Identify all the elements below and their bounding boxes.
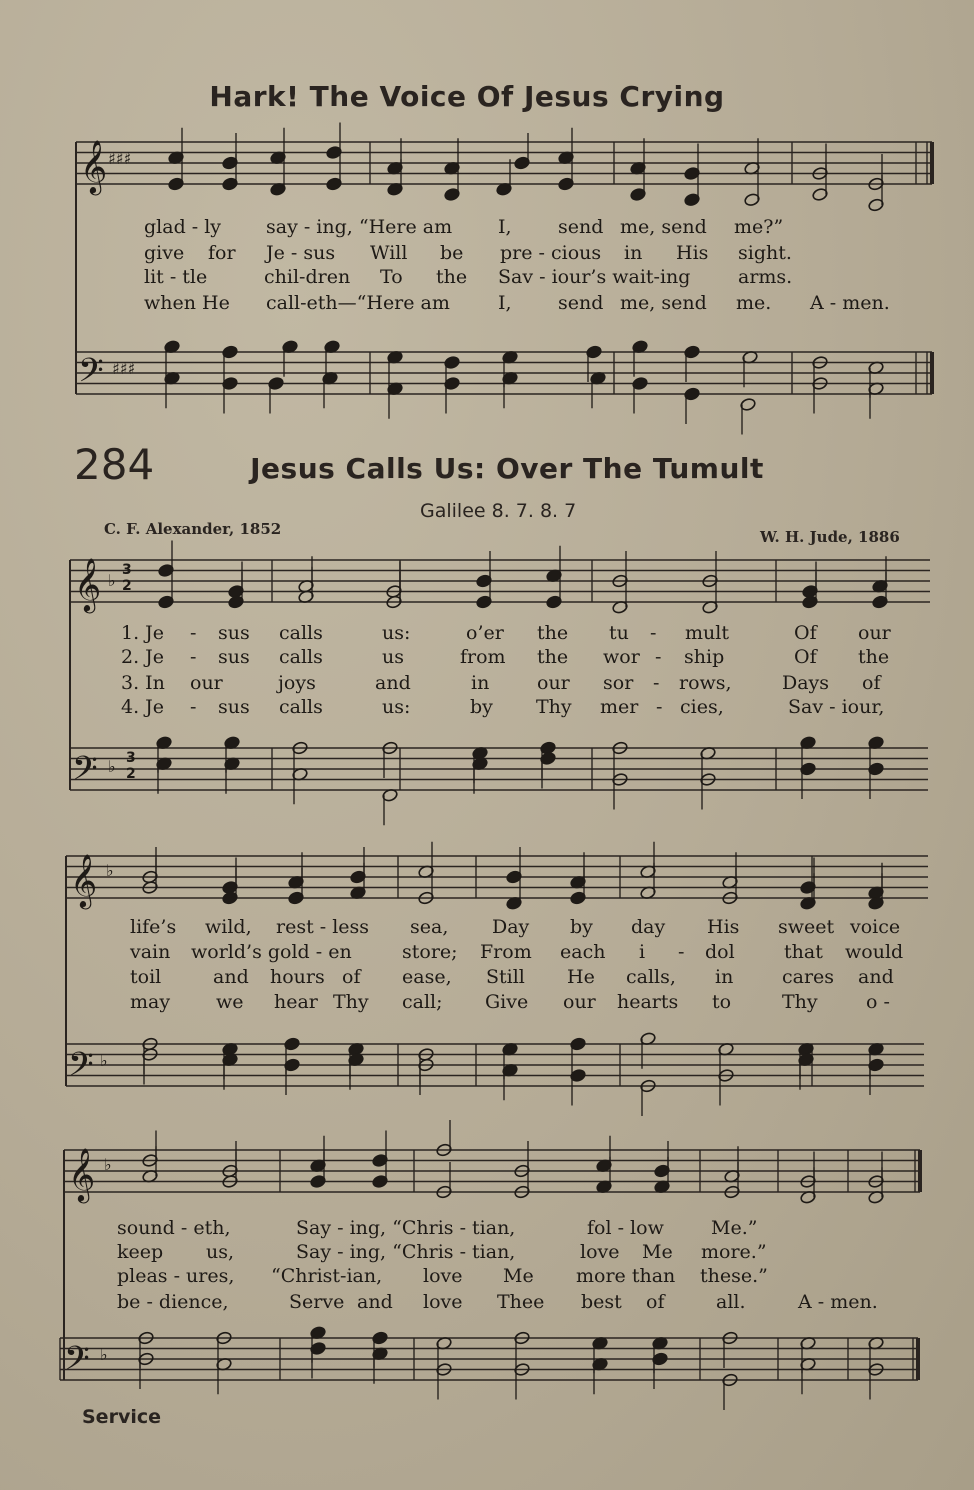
author-credit: C. F. Alexander, 1852	[104, 520, 282, 538]
sys2-verse-2-word: i	[639, 941, 646, 963]
sys1-verse-1-word: our	[858, 622, 891, 644]
bass-staff-3	[60, 1338, 918, 1380]
prev-hymn-verse-3-word: To	[380, 266, 403, 288]
prev-hymn-verse-2-word: Je - sus	[266, 242, 336, 264]
sys2-verse-4-word: Thy	[782, 991, 818, 1013]
sys2-verse-4-word: hear	[274, 991, 318, 1013]
sys3-verse-4-word: be - dience,	[117, 1291, 229, 1313]
prev-hymn-verse-1-word: glad - ly	[144, 216, 222, 238]
prev-hymn-verse-3-word: chil-dren	[264, 266, 351, 288]
sys2-verse-4-word: our	[563, 991, 596, 1013]
prev-hymn-verse-4-word: A - men.	[810, 292, 890, 314]
sys3-verse-2-word: Me	[642, 1241, 673, 1263]
prev-hymn-verse-3-word: arms.	[738, 266, 793, 288]
bass-clef-icon: 𝄢	[68, 1046, 94, 1092]
time-signature-top: 3	[126, 750, 136, 766]
sys1-verse-1-word: us:	[382, 622, 411, 644]
bass-clef-icon: 𝄢	[64, 1340, 90, 1386]
sys2-verse-1-word: voice	[850, 916, 901, 938]
hymn-title: Jesus Calls Us: Over The Tumult	[250, 452, 764, 485]
sys1-verse-2-word: the	[858, 646, 890, 668]
sys1-verse-4-word: -	[656, 696, 663, 718]
prev-hymn-verse-1-word: me?”	[734, 216, 784, 238]
prev-hymn-verse-2-word: His	[676, 242, 709, 264]
sys1-verse-1-word: -	[190, 622, 197, 644]
treble-staff-prev	[76, 142, 932, 184]
prev-hymn-verse-2-word: in	[624, 242, 643, 264]
sys2-verse-2-word: that	[784, 941, 823, 963]
prev-hymn-verse-4-word: me, send	[620, 292, 707, 314]
previous-hymn-title: Hark! The Voice Of Jesus Crying	[209, 80, 725, 113]
sys1-verse-1-word: o’er	[466, 622, 504, 644]
sys1-verse-1-word: sus	[218, 622, 250, 644]
sys2-verse-3-word: ease,	[402, 966, 452, 988]
sys1-verse-4-word: mer	[600, 696, 639, 718]
sys3-verse-4-word: A - men.	[798, 1291, 878, 1313]
sys1-verse-3-word: of	[862, 672, 881, 694]
sys3-verse-4-word: love	[423, 1291, 463, 1313]
sys2-verse-2-word: vain	[130, 941, 171, 963]
sys2-verse-3-word: cares	[782, 966, 835, 988]
prev-hymn-verse-4-word: I,	[498, 292, 512, 314]
treble-clef-icon: 𝄞	[80, 139, 108, 193]
treble-clef-icon: 𝄞	[70, 853, 98, 907]
sys1-verse-3-word: our	[537, 672, 570, 694]
sys2-verse-2-word: world’s gold - en	[191, 941, 352, 963]
sys3-verse-1-word: Say - ing, “Chris - tian,	[296, 1217, 516, 1239]
sys1-verse-2-word: Of	[794, 646, 817, 668]
sys2-verse-3-word: and	[858, 966, 894, 988]
sys1-verse-3-word: in	[471, 672, 490, 694]
sys1-verse-1-word: 1. Je	[121, 622, 165, 644]
sys2-verse-2-word: each	[560, 941, 606, 963]
sys2-verse-3-word: toil	[130, 966, 162, 988]
prev-hymn-verse-2-word: give	[144, 242, 185, 264]
sys3-verse-3-word: “Christ-ian,	[271, 1265, 383, 1287]
sys3-verse-4-word: best	[581, 1291, 622, 1313]
tune-name: Galilee 8. 7. 8. 7	[420, 500, 577, 522]
sys1-verse-3-word: 3. In	[121, 672, 165, 694]
sys1-verse-4-word: cies,	[680, 696, 724, 718]
composer-credit: W. H. Jude, 1886	[760, 528, 900, 546]
sys2-verse-2-word: dol	[705, 941, 735, 963]
sys2-verse-3-word: calls,	[626, 966, 676, 988]
sys1-verse-2-word: -	[655, 646, 662, 668]
prev-hymn-verse-2-word: sight.	[738, 242, 792, 264]
sys2-verse-1-word: rest - less	[276, 916, 370, 938]
sys1-verse-1-word: -	[650, 622, 657, 644]
sys1-verse-4-word: sus	[218, 696, 250, 718]
sys2-verse-1-word: life’s	[130, 916, 177, 938]
prev-hymn-verse-3-word: the	[436, 266, 468, 288]
prev-hymn-verse-3-word: lit - tle	[144, 266, 208, 288]
sys3-verse-1-word: Me.”	[711, 1217, 758, 1239]
sys2-verse-1-word: Day	[492, 916, 530, 938]
sys3-verse-1-word: sound - eth,	[117, 1217, 231, 1239]
sys1-verse-1-word: tu	[609, 622, 629, 644]
sys1-verse-3-word: joys	[278, 672, 316, 694]
sys2-verse-4-word: to	[712, 991, 732, 1013]
prev-hymn-verse-4-word: me.	[736, 292, 772, 314]
treble-clef-icon: 𝄞	[68, 1147, 96, 1201]
sys3-verse-3-word: these.”	[700, 1265, 768, 1287]
sys2-verse-1-word: His	[707, 916, 740, 938]
sys2-verse-1-word: sweet	[778, 916, 835, 938]
sys3-verse-2-word: us,	[206, 1241, 235, 1263]
key-signature-flat: ♭	[106, 861, 114, 880]
sys2-verse-4-word: call;	[402, 991, 443, 1013]
sys2-verse-2-word: -	[678, 941, 685, 963]
prev-hymn-verse-2-word: pre - cious	[500, 242, 602, 264]
sys1-verse-2-word: 2. Je	[121, 646, 165, 668]
sys2-verse-2-word: store;	[402, 941, 458, 963]
sys2-verse-4-word: hearts	[617, 991, 679, 1013]
prev-hymn-verse-3-word: Sav - iour’s wait-ing	[498, 266, 691, 288]
sys1-verse-3-word: and	[375, 672, 411, 694]
sys2-verse-4-word: o -	[866, 991, 890, 1013]
sys3-verse-3-word: pleas - ures,	[117, 1265, 235, 1287]
prev-hymn-verse-1-word: I,	[498, 216, 512, 238]
sys1-verse-4-word: Sav - iour,	[788, 696, 885, 718]
sys3-verse-2-word: more.”	[701, 1241, 767, 1263]
treble-staff-3	[64, 1150, 920, 1192]
treble-clef-icon: 𝄞	[74, 557, 102, 611]
prev-hymn-verse-1-word: say - ing, “Here am	[266, 216, 453, 238]
sys3-verse-2-word: keep	[117, 1241, 164, 1263]
sys2-verse-3-word: He	[567, 966, 595, 988]
sys3-verse-4-word: of	[646, 1291, 665, 1313]
sys3-verse-4-word: Thee	[497, 1291, 545, 1313]
bass-clef-icon: 𝄢	[78, 352, 104, 398]
key-signature-flat: ♭	[100, 1051, 108, 1070]
time-signature-bottom: 2	[126, 766, 136, 782]
prev-hymn-verse-2-word: be	[440, 242, 464, 264]
sys2-verse-3-word: of	[342, 966, 361, 988]
sys1-verse-4-word: Thy	[536, 696, 572, 718]
prev-hymn-verse-1-word: send	[558, 216, 604, 238]
key-signature-flat: ♭	[108, 757, 116, 776]
sys2-verse-4-word: Give	[485, 991, 529, 1013]
prev-hymn-verse-4-word: when He	[144, 292, 230, 314]
sys3-verse-2-word: love	[580, 1241, 620, 1263]
sys3-verse-3-word: love	[423, 1265, 463, 1287]
prev-hymn-verse-2-word: Will	[370, 242, 408, 264]
sys3-verse-4-word: all.	[716, 1291, 746, 1313]
sys1-verse-2-word: -	[190, 646, 197, 668]
sys2-verse-3-word: hours	[270, 966, 325, 988]
hymn-number: 284	[74, 440, 155, 489]
sys2-verse-1-word: wild,	[205, 916, 252, 938]
bass-clef-icon: 𝄢	[72, 750, 98, 796]
bass-staff-1	[70, 748, 928, 790]
sys3-verse-2-word: Say - ing, “Chris - tian,	[296, 1241, 516, 1263]
sys1-verse-1-word: the	[537, 622, 569, 644]
sys1-verse-3-word: Days	[782, 672, 830, 694]
sys2-verse-3-word: in	[715, 966, 734, 988]
key-signature-sharps: ♯♯♯	[112, 359, 136, 378]
page-footer: Service	[82, 1406, 161, 1428]
sys3-verse-1-word: fol - low	[587, 1217, 664, 1239]
sys2-verse-4-word: Thy	[333, 991, 369, 1013]
key-signature-flat: ♭	[108, 571, 116, 590]
sys3-verse-4-word: Serve	[289, 1291, 345, 1313]
key-signature-sharps: ♯♯♯	[108, 149, 132, 168]
sys2-verse-3-word: and	[213, 966, 249, 988]
sys1-verse-3-word: our	[190, 672, 223, 694]
sys1-verse-1-word: calls	[279, 622, 323, 644]
sys3-verse-4-word: and	[357, 1291, 393, 1313]
key-signature-flat: ♭	[104, 1155, 112, 1174]
time-signature-bottom: 2	[122, 578, 132, 594]
key-signature-flat: ♭	[100, 1345, 108, 1364]
sys1-verse-2-word: sus	[218, 646, 250, 668]
sys1-verse-1-word: Of	[794, 622, 817, 644]
sys1-verse-4-word: us:	[382, 696, 411, 718]
sys2-verse-4-word: we	[216, 991, 244, 1013]
sys1-verse-4-word: 4. Je	[121, 696, 165, 718]
sys1-verse-2-word: wor	[603, 646, 640, 668]
sys2-verse-2-word: From	[480, 941, 532, 963]
sys1-verse-2-word: the	[537, 646, 569, 668]
sys2-verse-3-word: Still	[486, 966, 525, 988]
treble-staff-1	[70, 560, 930, 602]
sys1-verse-3-word: sor	[603, 672, 634, 694]
sys1-verse-3-word: rows,	[679, 672, 732, 694]
sys1-verse-1-word: mult	[685, 622, 729, 644]
sys2-verse-1-word: by	[570, 916, 593, 938]
sys1-verse-3-word: -	[653, 672, 660, 694]
sys3-verse-3-word: Me	[503, 1265, 534, 1287]
sys1-verse-4-word: by	[470, 696, 493, 718]
time-signature-top: 3	[122, 562, 132, 578]
sys3-verse-3-word: more than	[576, 1265, 676, 1287]
sys2-verse-1-word: sea,	[410, 916, 449, 938]
sys1-verse-4-word: -	[190, 696, 197, 718]
prev-hymn-verse-4-word: call-eth—“Here am	[266, 292, 450, 314]
prev-hymn-verse-1-word: me, send	[620, 216, 707, 238]
bass-staff-2	[66, 1044, 924, 1086]
prev-hymn-verse-4-word: send	[558, 292, 604, 314]
treble-staff-2	[66, 856, 928, 898]
sys1-verse-2-word: us	[382, 646, 404, 668]
sys1-verse-2-word: calls	[279, 646, 323, 668]
sys2-verse-2-word: would	[845, 941, 904, 963]
prev-hymn-verse-2-word: for	[208, 242, 236, 264]
sys2-verse-1-word: day	[631, 916, 666, 938]
sys1-verse-4-word: calls	[279, 696, 323, 718]
sys2-verse-4-word: may	[130, 991, 171, 1013]
sys1-verse-2-word: ship	[684, 646, 725, 668]
sys1-verse-2-word: from	[460, 646, 506, 668]
